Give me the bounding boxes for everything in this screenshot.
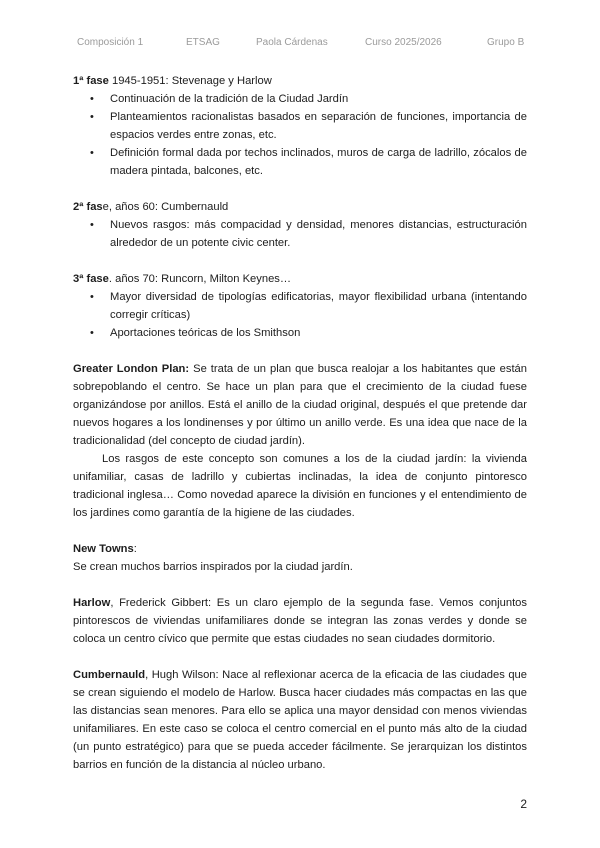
phase-1-section — [73, 72, 527, 180]
list-item: • Mayor diversidad de tipologías edificatorias, mayor flexibilidad urbana (intentando corregir críticas) — [73, 288, 527, 324]
phase-1-heading — [73, 72, 527, 90]
phase-3-heading — [73, 270, 527, 288]
phase-3-section — [73, 270, 527, 342]
cumbernauld-paragraph — [73, 666, 527, 774]
list-item: • Continuación de la tradición de la Ciudad Jardín — [73, 90, 527, 108]
phase-2-section — [73, 198, 527, 252]
phase-3-list — [73, 288, 527, 342]
cumbernauld-section — [73, 666, 527, 774]
greater-london-paragraph-2: Los rasgos de este concepto son comunes a los de la ciudad jardín: la vivienda unifamiliar, casas de ladrillo y cubiertas inclinadas, la idea de conjunto pintoresco tradicional inglesa… Como novedad aparece la división en funciones y el entendimiento de los jardines como garantía de la higiene de las ciudades. — [73, 453, 527, 519]
cumbernauld-text: , Hugh Wilson: Nace al reflexionar acerca de la eficacia de las ciudades que se crean siguiendo el modelo de Harlow. Busca hacer ciudades más compactas en las que las distancias sean menores. Para ello se aplica una mayor densidad con menos viviendas unifamiliares. En este caso se coloca el centro comercial en el punto más alto de la ciudad (un punto estratégico) para que se pueda acceder fácilmente. Se jerarquizan los distintos barrios en función de la distancia al núcleo urbano. — [73, 669, 527, 771]
new-towns-colon: : — [133, 543, 137, 555]
page-header — [0, 37, 600, 51]
phase-2-heading — [73, 198, 527, 216]
page-number: 2 — [520, 797, 527, 811]
cumbernauld-label: Cumbernauld — [73, 669, 146, 681]
phase-1-heading-text: 1945-1951: Stevenage y Harlow — [108, 75, 272, 87]
new-towns-text: Se crean muchos barrios inspirados por la ciudad jardín. — [73, 561, 353, 573]
greater-london-section — [73, 360, 527, 522]
phase-2-label: 2ª fas — [73, 201, 103, 213]
list-item: • Planteamientos racionalistas basados en separación de funciones, importancia de espacios verdes entre zonas, etc. — [73, 108, 527, 144]
document-body — [73, 72, 527, 774]
harlow-text: , Frederick Gibbert: Es un claro ejemplo de la segunda fase. Vemos conjuntos pintorescos de viviendas unifamiliares donde se integran las zonas verdes y donde se coloca un centro cívico que permite que estas ciudades no sean ciudades dormitorio. — [73, 597, 527, 645]
harlow-label: Harlow — [73, 597, 111, 609]
harlow-paragraph — [73, 594, 527, 648]
phase-1-label: 1ª fase — [73, 75, 109, 87]
list-item: • Nuevos rasgos: más compacidad y densidad, menores distancias, estructuración alrededor de un potente civic center. — [73, 216, 527, 252]
greater-london-text: Se trata de un plan que busca realojar a los habitantes que están sobrepoblando el centro. Se hace un plan para que el crecimiento de la ciudad fuese organizándose por anillos. Está el anillo de la ciudad original, después el que pretende dar nuevos hogares a los londinenses y por último un anillo verde. Es una idea que nace de la tradicionalidad (del concepto de ciudad jardín). — [73, 363, 528, 447]
phase-1-list — [73, 90, 527, 180]
header-author: Paola Cárdenas — [256, 37, 328, 48]
list-item: • Definición formal dada por techos inclinados, muros de carga de ladrillo, zócalos de madera pintada, balcones, etc. — [73, 144, 527, 180]
new-towns-label: New Towns — [73, 543, 134, 555]
greater-london-label: Greater London Plan: — [73, 363, 190, 375]
phase-3-heading-text: . años 70: Runcorn, Milton Keynes… — [108, 273, 292, 285]
new-towns-section — [73, 540, 527, 576]
phase-3-label: 3ª fase — [73, 273, 109, 285]
list-item: • Aportaciones teóricas de los Smithson — [73, 324, 527, 342]
harlow-section — [73, 594, 527, 648]
header-school: ETSAG — [186, 37, 220, 48]
phase-2-list — [73, 216, 527, 252]
new-towns-heading — [73, 540, 527, 558]
phase-2-heading-text: e, años 60: Cumbernauld — [102, 201, 229, 213]
header-course: Composición 1 — [77, 37, 144, 48]
header-group: Grupo B — [487, 37, 525, 48]
greater-london-paragraph — [73, 360, 527, 450]
header-year: Curso 2025/2026 — [365, 37, 442, 48]
